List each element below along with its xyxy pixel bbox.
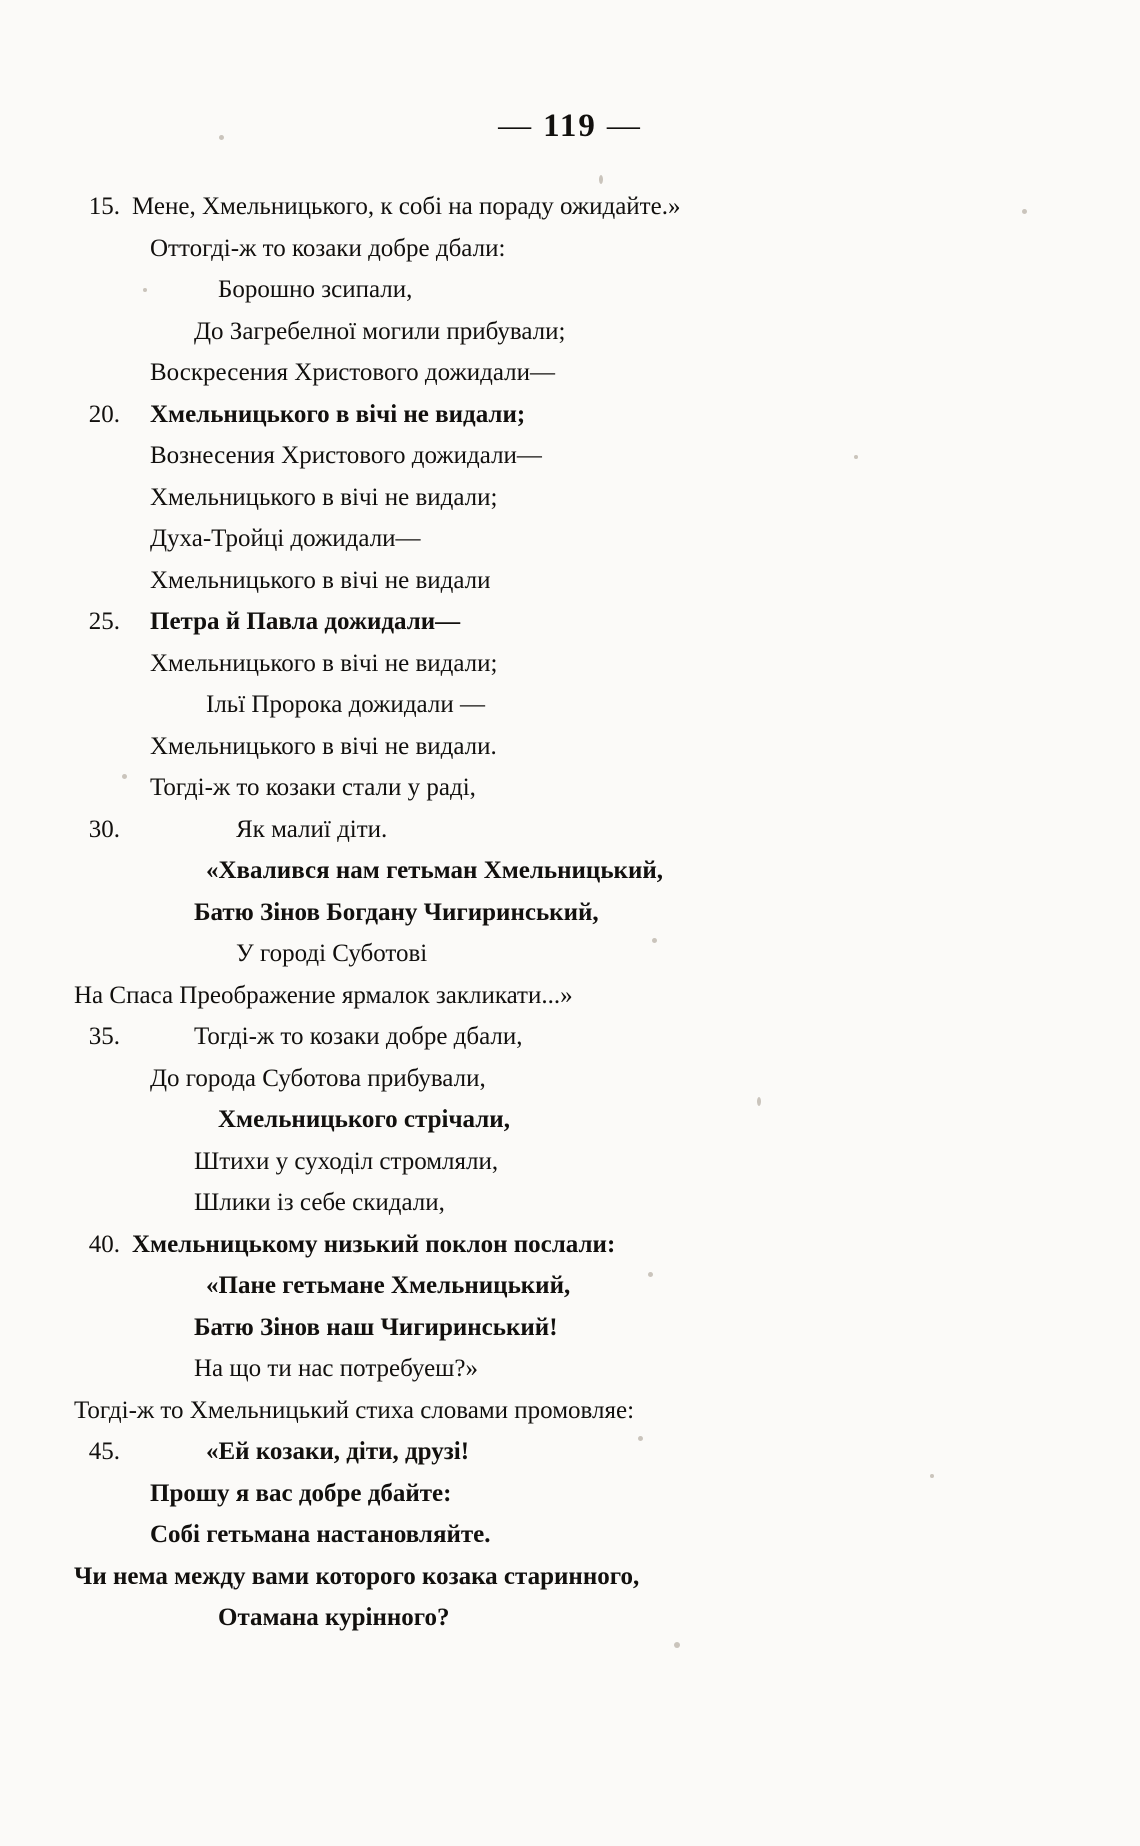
scan-speck: [143, 288, 147, 292]
poem-line: [0, 518, 1140, 560]
poem-line-text: До Загребелної могили прибували;: [194, 317, 566, 345]
poem-line-text: Хмельницького в вічі не видали;: [150, 400, 526, 428]
scan-speck: [930, 1474, 934, 1478]
poem-line-number: 45.: [88, 1438, 120, 1465]
poem-line: [0, 850, 1140, 892]
poem-line: [0, 1141, 1140, 1183]
poem-line: [0, 892, 1140, 934]
poem-line-text: Тогді-ж то Хмельницький стиха словами промовляе:: [74, 1396, 635, 1424]
poem-line-number: 40.: [88, 1230, 120, 1258]
poem-line-text: Хмельницького в вічі не видали;: [150, 649, 498, 677]
poem-line-text: До города Суботова прибували,: [150, 1064, 486, 1092]
poem-line-text: Собі гетьмана настановляйте.: [150, 1521, 491, 1548]
poem-line-text: На Спаса Преображение ярмалок закликати...»: [74, 981, 573, 1009]
page-number-suffix: —: [606, 108, 642, 144]
poem-line-text: «Ей козаки, діти, друзі!: [206, 1438, 470, 1465]
scan-speck: [854, 455, 858, 459]
poem-line: [0, 726, 1140, 768]
poem-line-text: Хмельницького в вічі не видали.: [150, 732, 497, 760]
poem-line: [0, 1597, 1140, 1639]
poem-line: [0, 1182, 1140, 1224]
poem-line: [0, 311, 1140, 353]
poem-line: [0, 1016, 1140, 1058]
poem-line: [0, 228, 1140, 270]
poem-line: [0, 269, 1140, 311]
poem-line-text: Воскресения Христового дожидали—: [150, 359, 556, 386]
poem-line: [0, 1473, 1140, 1515]
poem-line-text: Вознесения Христового дожидали—: [150, 442, 542, 469]
poem-line-number: 15.: [88, 193, 120, 220]
poem-line-text: Мене, Хмельницького, к собі на пораду ожидайте.»: [132, 193, 681, 220]
poem-line: [0, 560, 1140, 602]
poem-line: [0, 1265, 1140, 1307]
page-number-prefix: —: [498, 108, 534, 144]
poem-line: [0, 1390, 1140, 1432]
poem-line: [0, 1348, 1140, 1390]
poem-line-number: 20.: [88, 400, 120, 428]
poem-line: [0, 1431, 1140, 1473]
scan-speck: [757, 1097, 761, 1106]
poem-line-text: Борошно зсипали,: [218, 276, 413, 303]
poem-line-text: Хмельницького в вічі не видали;: [150, 483, 498, 511]
poem-line: [0, 1099, 1140, 1141]
poem-line-text: «Пане гетьмане Хмельницький,: [206, 1272, 571, 1299]
scan-speck: [1022, 209, 1027, 214]
poem-line: [0, 1058, 1140, 1100]
page-number: [0, 108, 1140, 145]
poem-line: [0, 435, 1140, 477]
scan-speck: [638, 1436, 643, 1441]
poem-line-text: Ільї Пророка дожидали —: [206, 691, 485, 718]
poem-line: [0, 767, 1140, 809]
poem-line-text: «Хвалився нам гетьман Хмельницький,: [206, 857, 664, 884]
poem-line: [0, 1514, 1140, 1556]
poem-line-text: Петра й Павла дожидали—: [150, 608, 461, 635]
poem-line-text: Духа-Тройці дожидали—: [150, 525, 421, 552]
poem-line-text: Тогді-ж то козаки добре дбали,: [194, 1023, 523, 1050]
poem-line-number: 25.: [88, 608, 120, 635]
poem-line-text: Хмельницькому низький поклон послали:: [132, 1230, 616, 1258]
poem-line-text: Прошу я вас добре дбайте:: [150, 1479, 452, 1507]
scan-speck: [648, 1272, 653, 1277]
scan-speck: [674, 1642, 680, 1648]
poem-line: [0, 809, 1140, 851]
poem-line-text: Отамана курінного?: [218, 1604, 450, 1631]
poem-line-text: Хмельницького стрічали,: [218, 1106, 510, 1133]
scan-speck: [652, 938, 657, 943]
poem-line-number: 30.: [88, 815, 120, 843]
poem-line: [0, 477, 1140, 519]
scan-speck: [219, 135, 224, 140]
poem-line-text: Батю Зінов Богдану Чигиринський,: [194, 898, 599, 926]
poem-line: [0, 394, 1140, 436]
poem-line-text: Штихи у суходіл стромляли,: [194, 1147, 499, 1175]
poem-line-number: 35.: [88, 1023, 120, 1050]
poem-line-text: Як малиї діти.: [236, 815, 388, 843]
poem-line: [0, 352, 1140, 394]
poem-line-text: На що ти нас потребуеш?»: [194, 1355, 479, 1382]
page-number-value: 119: [543, 108, 597, 144]
poem-line: [0, 186, 1140, 228]
poem-line-text: Батю Зінов наш Чигиринський!: [194, 1313, 558, 1341]
poem-line: [0, 1307, 1140, 1349]
poem-line-text: У городі Суботові: [236, 940, 428, 967]
poem-line: [0, 601, 1140, 643]
poem-line-text: Хмельницького в вічі не видали: [150, 566, 491, 594]
poem-line: [0, 1224, 1140, 1266]
poem-line-text: Оттогді-ж то козаки добре дбали:: [150, 234, 506, 262]
poem-line: [0, 643, 1140, 685]
scan-speck: [122, 774, 127, 779]
poem-line: [0, 933, 1140, 975]
poem-line-text: Шлики із себе скидали,: [194, 1189, 445, 1216]
poem-line-text: Тогді-ж то козаки стали у раді,: [150, 774, 476, 801]
scan-speck: [599, 175, 603, 184]
poem-line: [0, 684, 1140, 726]
poem-line-text: Чи нема между вами которого козака старинного,: [74, 1562, 640, 1590]
poem-line: [0, 1556, 1140, 1598]
poem-line: [0, 975, 1140, 1017]
poem-body: [0, 186, 1140, 1639]
